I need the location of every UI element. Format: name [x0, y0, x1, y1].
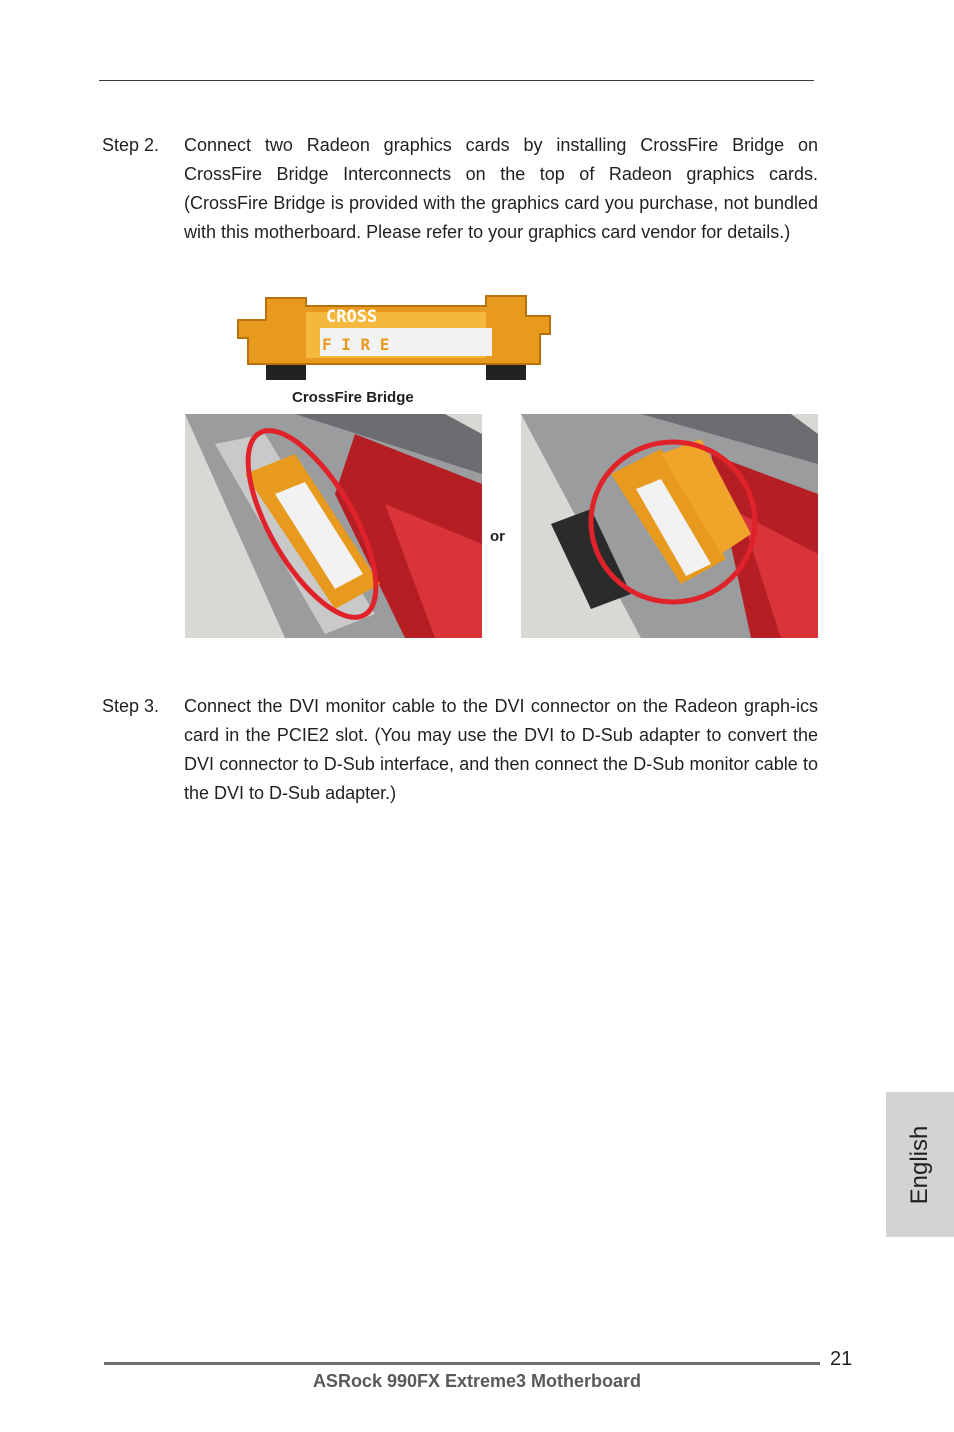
step-2	[102, 131, 818, 247]
install-photo-dual	[521, 414, 818, 638]
language-tab	[886, 1092, 954, 1237]
step-3-label: Step 3.	[102, 696, 160, 716]
page-number: 21	[830, 1348, 853, 1370]
footer-rule	[104, 1362, 820, 1365]
step-3	[102, 692, 818, 808]
step-3-text: Connect the DVI monitor cable to the DVI connector on the Radeon graph-ics card in the PCIE2 slot. (You may use the DVI to D-Sub adapter to convert the DVI connector to D-Sub interface, and then connect the D-Sub monitor cable to the DVI to D-Sub adapter.)	[184, 696, 818, 803]
or-label: or	[490, 528, 505, 545]
crossfire-bridge-image	[236, 292, 552, 384]
step-2-label: Step 2.	[102, 135, 160, 155]
language-tab-label: English	[906, 1125, 933, 1204]
bridge-caption: CrossFire Bridge	[292, 389, 414, 406]
header-rule	[99, 80, 814, 81]
bridge-cross-label: CROSS	[326, 307, 378, 327]
bridge-fire-label: F I R E	[322, 335, 390, 354]
step-2-text: Connect two Radeon graphics cards by installing CrossFire Bridge on CrossFire Bridge Interconnects on the top of Radeon graphics cards. (CrossFire Bridge is provided with the graphics card you purchase, not bundled with this motherboard. Please refer to your graphics card vendor for details.)	[184, 135, 818, 242]
install-photo-single	[185, 414, 482, 638]
footer-title: ASRock 990FX Extreme3 Motherboard	[312, 1371, 642, 1391]
